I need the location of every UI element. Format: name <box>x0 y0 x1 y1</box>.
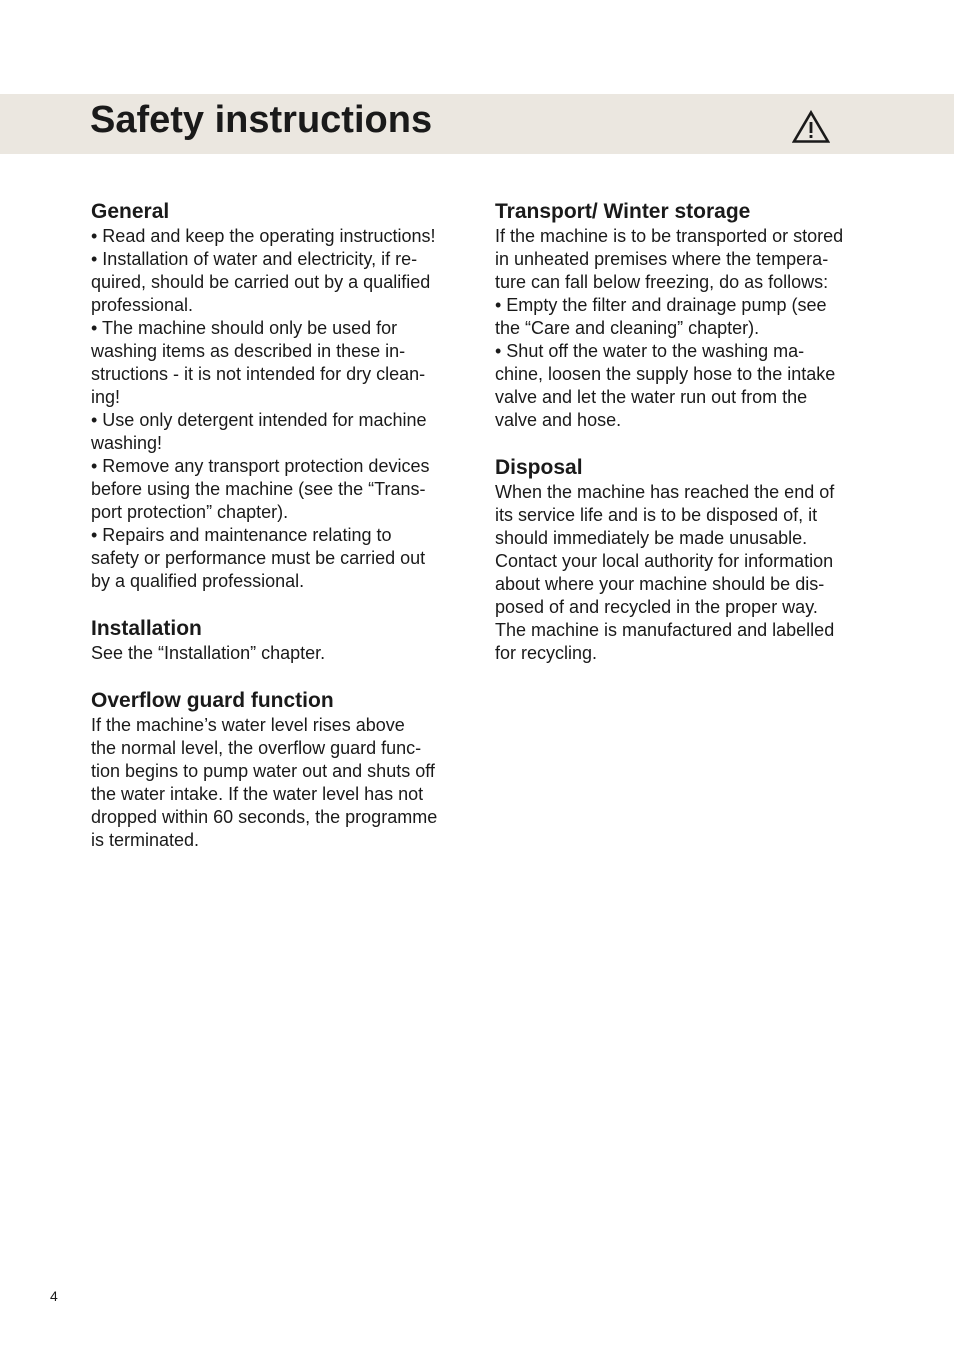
page-number: 4 <box>50 1288 58 1304</box>
right-column <box>495 199 865 688</box>
warning-triangle-icon <box>792 110 830 144</box>
transport-heading: Transport/ Winter storage <box>495 200 751 223</box>
section-overflow-guard <box>91 688 461 852</box>
left-column <box>91 199 461 875</box>
section-general <box>91 199 461 593</box>
general-text: • Read and keep the operating instructions! • Installation of water and electricity, if re- quired, should be carried out by a qualified professional. • The machine should only be used for washing items as described in these in- structions - it is not intended for dry clean- ing! • Use only detergent intended for machine washing! • Remove any transport protection devices before using the machine (see the “Trans- port protection” chapter). • Repairs and maintenance relating to safety or performance must be carried out by a qualified professional. <box>91 226 436 591</box>
transport-text: If the machine is to be transported or stored in unheated premises where the tempera- ture can fall below freezing, do as follows: • Empty the filter and drainage pump (see the “Care and cleaning” chapter). • Shut off the water to the washing ma- chine, loosen the supply hose to the intake valve and let the water run out from the valve and hose. <box>495 226 844 430</box>
disposal-text: When the machine has reached the end of its service life and is to be disposed of, it should immediately be made unusable. Contact your local authority for information about where your machine should be dis- posed of and recycled in the proper way. The machine is manufactured and labelled for recycling. <box>495 482 835 663</box>
overflow-guard-heading: Overflow guard function <box>91 689 334 712</box>
page-title: Safety instructions <box>90 99 433 141</box>
disposal-heading: Disposal <box>495 456 583 479</box>
installation-text: See the “Installation” chapter. <box>91 643 326 663</box>
section-installation <box>91 616 461 665</box>
overflow-guard-text: If the machine’s water level rises above the normal level, the overflow guard func- tion begins to pump water out and shuts off the water intake. If the water level has not dropped within 60 seconds, the programme is terminated. <box>91 715 438 850</box>
section-disposal <box>495 455 865 665</box>
installation-heading: Installation <box>91 617 202 640</box>
general-heading: General <box>91 200 170 223</box>
section-transport <box>495 199 865 432</box>
